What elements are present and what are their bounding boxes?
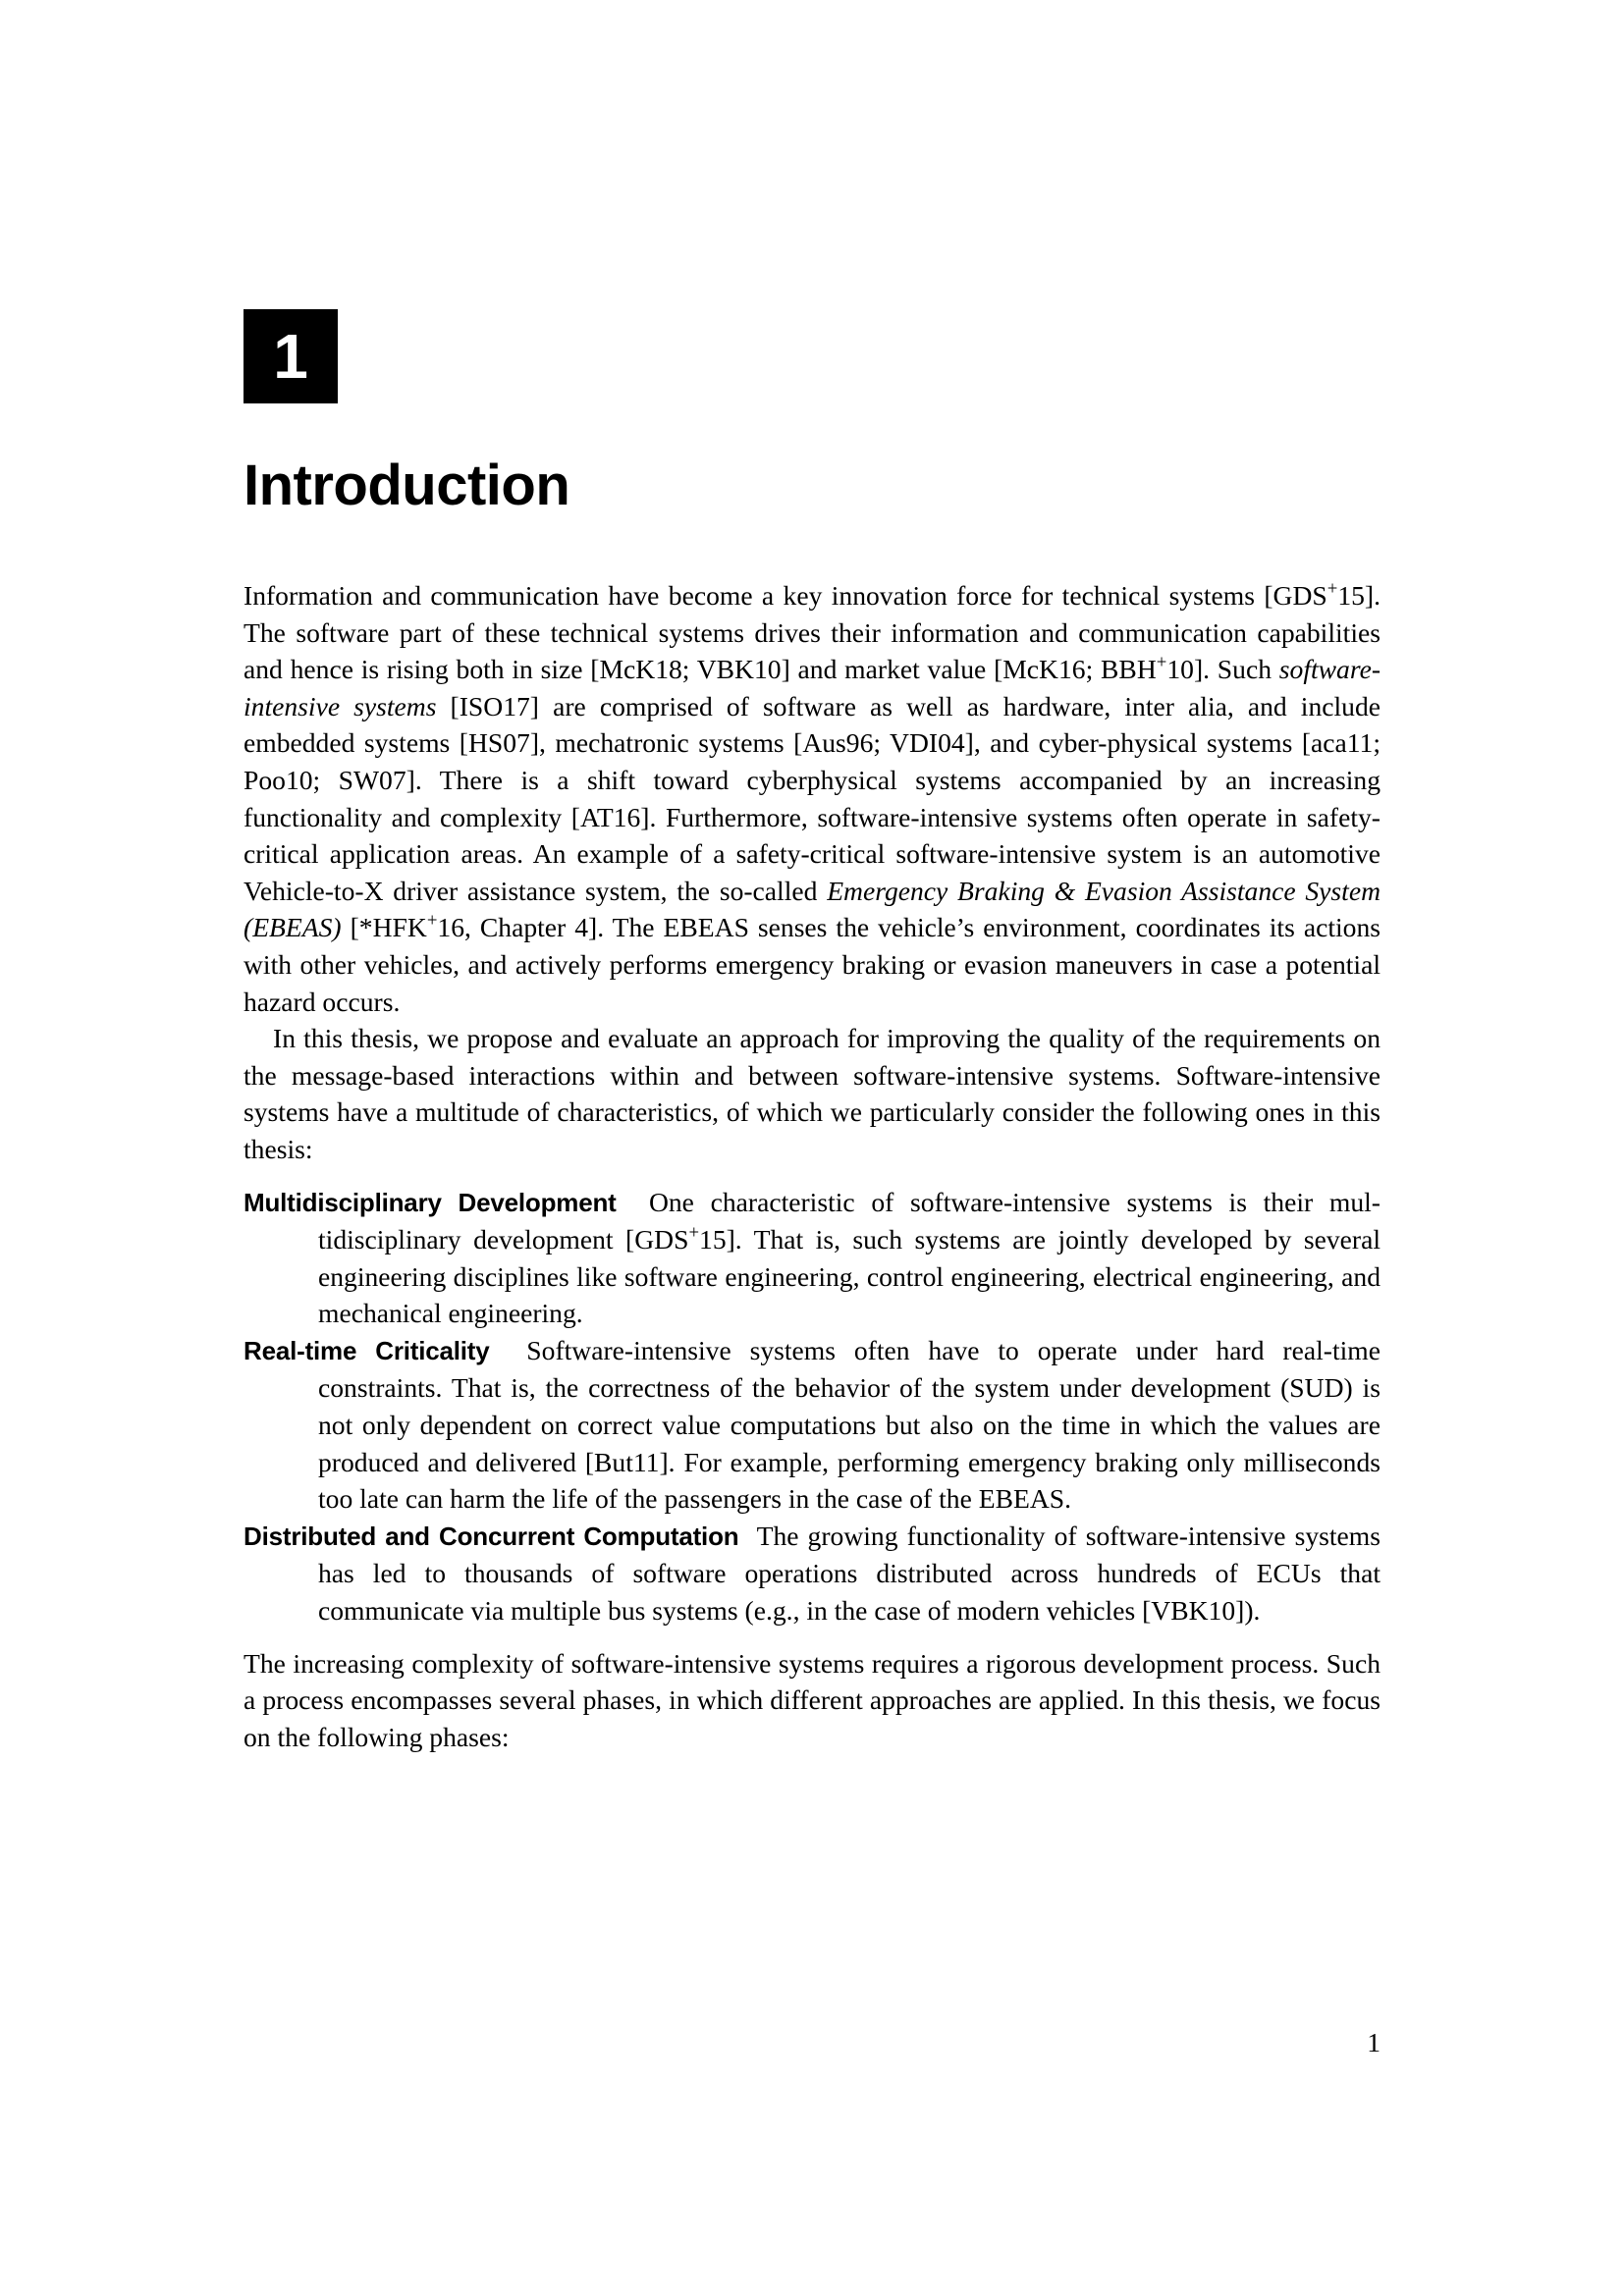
definition-term: Multidisciplinary Development (244, 1187, 617, 1217)
superscript: + (426, 911, 438, 933)
definition-text: The growing functionality of software-intensive systems has led to thousands of software operations distributed across hundreds of ECUs that communicate via multiple bus systems (e.g., in the case of modern vehicles [VBK10]). (318, 1520, 1380, 1627)
chapter-title: Introduction (244, 454, 570, 517)
emphasis-term: Emergency Braking & Evasion Assistance System (EBEAS) (244, 875, 1380, 943)
definition-item (244, 1332, 1380, 1518)
text-run: [*HFK (341, 912, 427, 943)
chapter-number-badge: 1 (244, 309, 338, 403)
page-number: 1 (1367, 2027, 1380, 2057)
text-run: 10]. Such (1166, 654, 1279, 685)
paragraph-intro (244, 577, 1380, 1020)
superscript: + (1156, 652, 1167, 673)
body-text (244, 577, 1380, 1755)
definition-text: Software-intensive systems often have to operate under hard real-time constraints. That is, the correctness of the behavior of the system under development (SUD) is not only dependent on correct value computations but also on the time in which the values are produced and delivered [But11]. For example, performing emergency braking only milliseconds too late can harm the life of the passengers in the case of the EBEAS. (318, 1334, 1380, 1515)
definition-term: Distributed and Concurrent Computation (244, 1521, 739, 1551)
definition-text: 15]. That is, such systems are jointly developed by several engineering disciplines like software engineering, control engineering, electrical engineering, and mechanical engineering. (318, 1224, 1380, 1329)
definition-term: Real-time Criticality (244, 1335, 490, 1365)
document-page (244, 0, 1380, 2296)
emphasis-term: software-intensive systems (244, 654, 1381, 721)
text-run: Information and communication have become a key innovation force for technical systems [GDS (244, 580, 1327, 611)
superscript: + (1326, 578, 1338, 600)
paragraph-thesis-approach: In this thesis, we propose and evaluate an approach for improving the quality of the requirements on the message-based interactions within and between software-intensive systems. Software-intensive systems have a multitude of characteristics, of which we particularly consider the following ones in this thesis: (244, 1023, 1380, 1164)
text-run: [ISO17] are comprised of software as well as hardware, inter alia, and include embedded systems [HS07], mechatronic systems [Aus96; VDI04], and cyber-physical systems [aca11; Poo10; SW07]. There is a shift toward cyberphysical systems accompanied by an increasing functionality and complexity [AT16]. Furthermore, software-intensive systems often operate in safety-critical application areas. An example of a safety-critical software-intensive system is an automotive Vehicle-to-X driver assistance system, the so-called (244, 690, 1380, 906)
text-run: 16, Chapter 4]. The EBEAS senses the vehicle’s environment, coordinates its actions with other vehicles, and actively performs emergency braking or evasion maneuvers in case a potential hazard occurs. (244, 912, 1380, 1017)
definition-item (244, 1184, 1380, 1332)
definition-list (244, 1184, 1380, 1629)
text-run: 15]. The software part of these technical systems drives their information and communication capabilities and hence is rising both in size [McK18; VBK10] and market value [McK16; BBH (244, 580, 1380, 685)
definition-item (244, 1518, 1380, 1629)
paragraph-development-process: The increasing complexity of software-intensive systems requires a rigorous development process. Such a process encompasses several phases, in which different approaches are applied. In this thesis, we focus on the following phases: (244, 1647, 1380, 1752)
superscript: + (688, 1222, 700, 1244)
definition-text: One characteristic of software-intensive systems is their multidisciplinary development [GDS (318, 1186, 1380, 1255)
